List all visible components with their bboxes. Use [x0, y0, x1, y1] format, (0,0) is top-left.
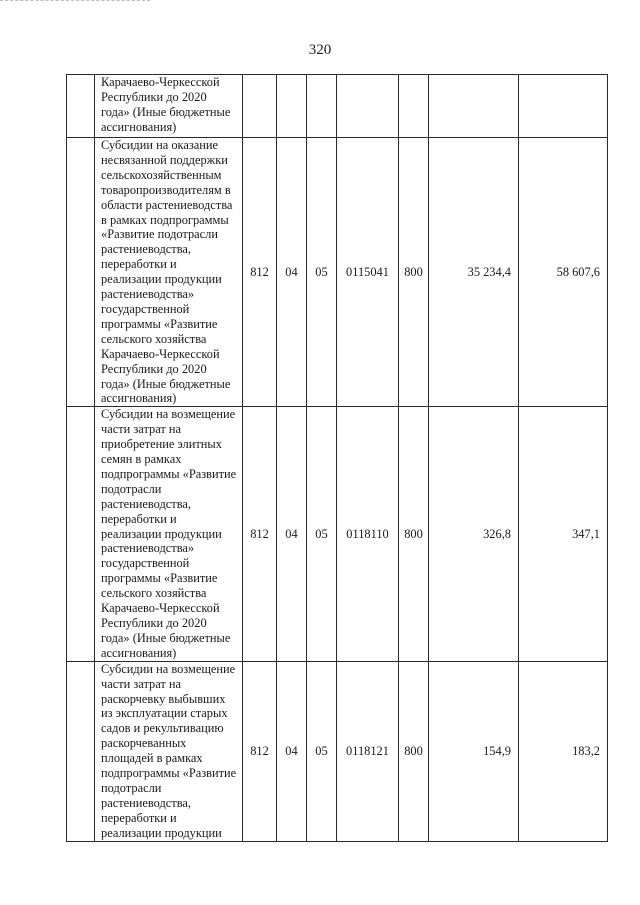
- ministry-code-cell: 812: [243, 661, 277, 841]
- expense-type-cell: [399, 75, 429, 138]
- amount-1-cell: 326,8: [429, 407, 519, 661]
- target-article-cell: 0115041: [337, 138, 399, 407]
- target-article-cell: [337, 75, 399, 138]
- ministry-code-cell: [243, 75, 277, 138]
- amount-1-cell: 154,9: [429, 661, 519, 841]
- description-cell: Субсидии на оказание несвязанной поддержки сельскохозяйственным товаропроизводителям в области растениеводства в рамках подпрограммы «Развитие подотрасли растениеводства, переработки и реализации продукции растениеводства» государственной программы «Развитие сельского хозяйства Карачаево-Черкесской Республики до 2020 года» (Иные бюджетные ассигнования): [95, 138, 243, 407]
- table-row: [67, 138, 608, 407]
- subsection-code-cell: [307, 75, 337, 138]
- amount-2-cell: [519, 75, 608, 138]
- description-cell: Карачаево-Черкесской Республики до 2020 года» (Иные бюджетные ассигнования): [95, 75, 243, 138]
- table-row: [67, 661, 608, 841]
- expense-type-cell: 800: [399, 661, 429, 841]
- budget-table: [66, 74, 608, 842]
- expense-type-cell: 800: [399, 407, 429, 661]
- ministry-code-cell: 812: [243, 138, 277, 407]
- section-code-cell: 04: [277, 407, 307, 661]
- scan-edge-mark: [0, 0, 150, 2]
- table-row: [67, 75, 608, 138]
- description-cell: Субсидии на возмещение части затрат на приобретение элитных семян в рамках подпрограммы «Развитие подотрасли растениеводства, переработки и реализации продукции растениеводства» государственной программы «Развитие сельского хозяйства Карачаево-Черкесской Республики до 2020 года» (Иные бюджетные ассигнования): [95, 407, 243, 661]
- subsection-code-cell: 05: [307, 407, 337, 661]
- page-number: 320: [308, 42, 332, 58]
- amount-2-cell: 347,1: [519, 407, 608, 661]
- expense-type-cell: 800: [399, 138, 429, 407]
- subsection-code-cell: 05: [307, 138, 337, 407]
- row-number-cell: [67, 75, 95, 138]
- description-cell: Субсидии на возмещение части затрат на раскорчевку выбывших из эксплуатации старых садов и рекультивацию раскорчеванных площадей в рамках подпрограммы «Развитие подотрасли растениеводства, переработки и реализации продукции: [95, 661, 243, 841]
- row-number-cell: [67, 138, 95, 407]
- row-number-cell: [67, 407, 95, 661]
- section-code-cell: [277, 75, 307, 138]
- amount-2-cell: 58 607,6: [519, 138, 608, 407]
- target-article-cell: 0118121: [337, 661, 399, 841]
- subsection-code-cell: 05: [307, 661, 337, 841]
- amount-1-cell: 35 234,4: [429, 138, 519, 407]
- ministry-code-cell: 812: [243, 407, 277, 661]
- amount-1-cell: [429, 75, 519, 138]
- amount-2-cell: 183,2: [519, 661, 608, 841]
- section-code-cell: 04: [277, 138, 307, 407]
- row-number-cell: [67, 661, 95, 841]
- target-article-cell: 0118110: [337, 407, 399, 661]
- table-row: [67, 407, 608, 661]
- section-code-cell: 04: [277, 661, 307, 841]
